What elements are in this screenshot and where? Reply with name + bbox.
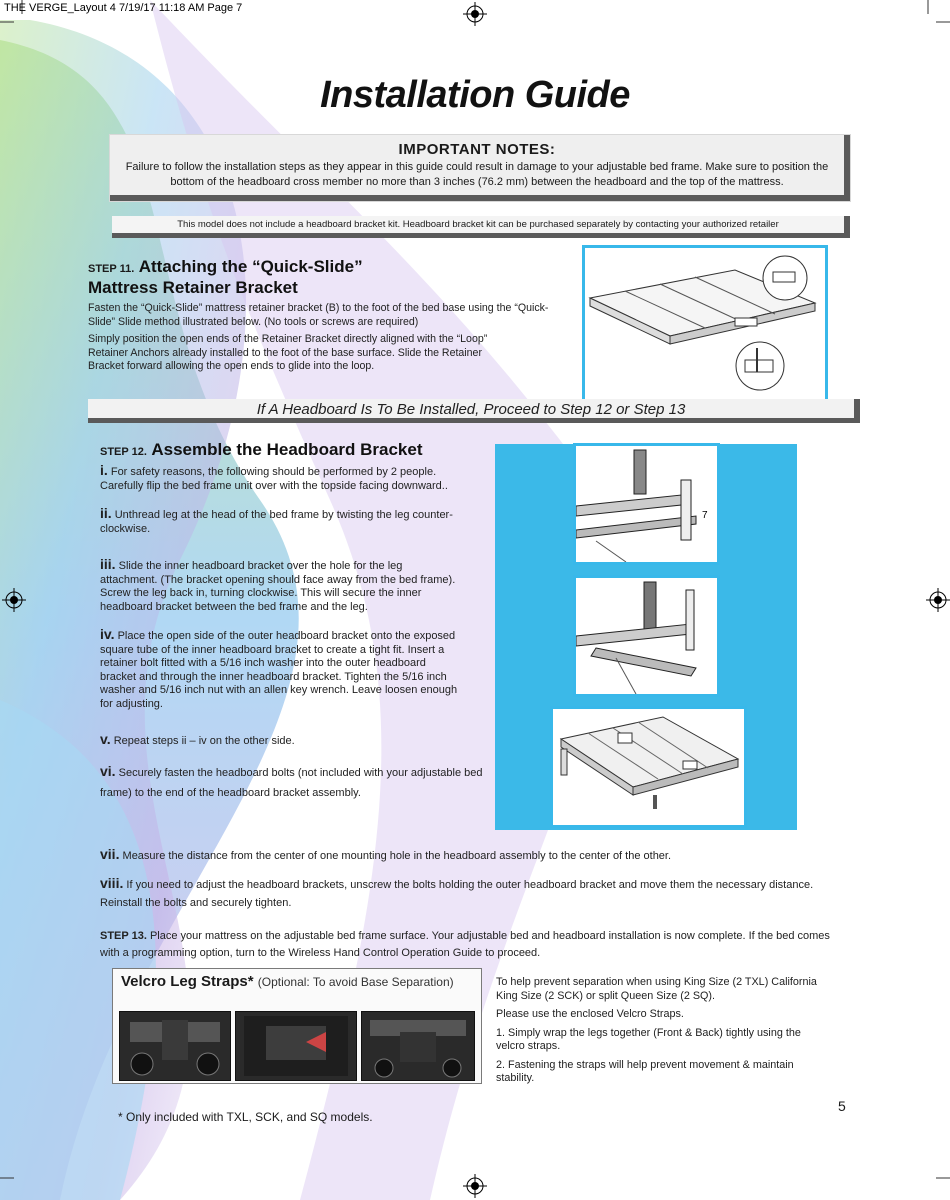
velcro-photo-1 (119, 1011, 231, 1081)
step-11-title-line2: Mattress Retainer Bracket (88, 278, 298, 297)
registration-mark-icon (463, 1174, 487, 1198)
headboard-banner: If A Headboard Is To Be Installed, Proceed to Step 12 or Step 13 (88, 399, 860, 423)
step-12-item-4: iv. Place the open side of the outer headboard bracket onto the exposed square tube of the inner headboard bracket to create a tight fit. Insert a retainer bolt fitted with a 5/16 inch washer into the outer headboard bracket and through the inner headboard bracket. Tighten the 5/16 inch washer and 5/16 inch nut with an allen key wrench. Leave loosen enough for adjusting. (100, 626, 458, 710)
step-12-item-3: iii. Slide the inner headboard bracket over the hole for the leg attachment. (The bracket opening should face away from the bed frame). Screw the leg back in, turning clockwise. This will secure the inner headboard bracket between the bed frame and the leg. (100, 556, 456, 613)
bed-base-retainer-illustration (582, 245, 828, 402)
velcro-photo-2 (235, 1011, 357, 1081)
velcro-instructions (496, 976, 826, 1091)
step-12-item-2: ii. Unthread leg at the head of the bed frame by twisting the leg counter-clockwise. (100, 505, 453, 535)
step-12-section (100, 440, 495, 803)
step-11-title: Attaching the “Quick-Slide” (138, 257, 363, 276)
page-title: Installation Guide (320, 74, 630, 116)
step-12-item-8: viii. If you need to adjust the headboard brackets, unscrew the bolts holding the outer headboard bracket and move them the necessary distance. Reinstall the bolts and securely tighten. (100, 875, 814, 909)
bed-frame-with-brackets-illustration (550, 706, 747, 828)
velcro-photo-3 (361, 1011, 475, 1081)
registration-mark-icon (463, 2, 487, 26)
step-12-label: STEP 12. (100, 446, 147, 458)
step-12-item-6: vi. Securely fasten the headboard bolts (not included with your adjustable bed frame) to the end of the headboard bracket assembly. (100, 762, 483, 799)
registration-mark-icon (2, 588, 26, 612)
important-notes-body: Failure to follow the installation steps as they appear in this guide could result in damage to your adjustable bed frame. Make sure to position the bottom of the headboard cross member no more than 3 inches (76.2 mm) between the headboard and the top of the mattress. (125, 161, 829, 188)
kit-note: This model does not include a headboard bracket kit. Headboard bracket kit can be purchased separately by contacting your authorized retailer (112, 216, 850, 238)
important-notes-box (110, 135, 850, 201)
step-12-item-5: v. Repeat steps ii – iv on the other side. (100, 731, 295, 747)
velcro-subtitle: (Optional: To avoid Base Separation) (257, 975, 454, 989)
footnote: * Only included with TXL, SCK, and SQ models. (118, 1110, 373, 1124)
figure-label: 7 (702, 510, 708, 521)
step-11-label: STEP 11. (88, 263, 135, 275)
important-notes-heading: IMPORTANT NOTES: (398, 141, 556, 158)
step-11-para1: Fasten the “Quick-Slide” mattress retainer bracket (B) to the foot of the bed base using the “Quick-Slide” Slide method illustrated below. (No tools or screws are required) (88, 302, 549, 328)
step-12-title: Assemble the Headboard Bracket (151, 440, 423, 459)
headboard-bracket-illustration-2 (573, 575, 720, 697)
headboard-bracket-illustration-1 (573, 443, 720, 565)
step-11-section (88, 256, 568, 374)
velcro-para-4: 2. Fastening the straps will help prevent movement & maintain stability. (496, 1058, 794, 1084)
step-12-item-1: i. For safety reasons, the following should be performed by 2 people. Carefully flip the bed frame unit over with the topside facing downward.. (100, 462, 448, 492)
step-13-section: STEP 13. Place your mattress on the adjustable bed frame surface. Your adjustable bed and headboard installation is now complete. If the bed comes with a programming option, turn to the Wireless Hand Control Operation Guide to proceed. (100, 930, 830, 959)
step-13-label: STEP 13. (100, 930, 147, 942)
step-11-para2: Simply position the open ends of the Retainer Bracket directly aligned with the “Loop” Retainer Anchors already installed to the foot of the base surface. Slide the Retainer Bracket forward allowing the open ends to glide into the loop. (88, 333, 488, 372)
velcro-title: Velcro Leg Straps* (121, 973, 254, 990)
step-12-item-7: vii. Measure the distance from the center of one mounting hole in the headboard assembly to the center of the other. (100, 846, 672, 862)
velcro-para-2: Please use the enclosed Velcro Straps. (496, 1008, 684, 1020)
print-header: THE VERGE_Layout 4 7/19/17 11:18 AM Page 7 (4, 2, 243, 14)
page-number: 5 (838, 1098, 846, 1114)
velcro-para-1: To help prevent separation when using King Size (2 TXL) California King Size (2 SCK) or split Queen Size (2 SQ). (496, 976, 817, 1002)
velcro-para-3: 1. Simply wrap the legs together (Front & Back) tightly using the velcro straps. (496, 1026, 801, 1052)
velcro-strap-box (112, 968, 482, 1084)
registration-mark-icon (926, 588, 950, 612)
